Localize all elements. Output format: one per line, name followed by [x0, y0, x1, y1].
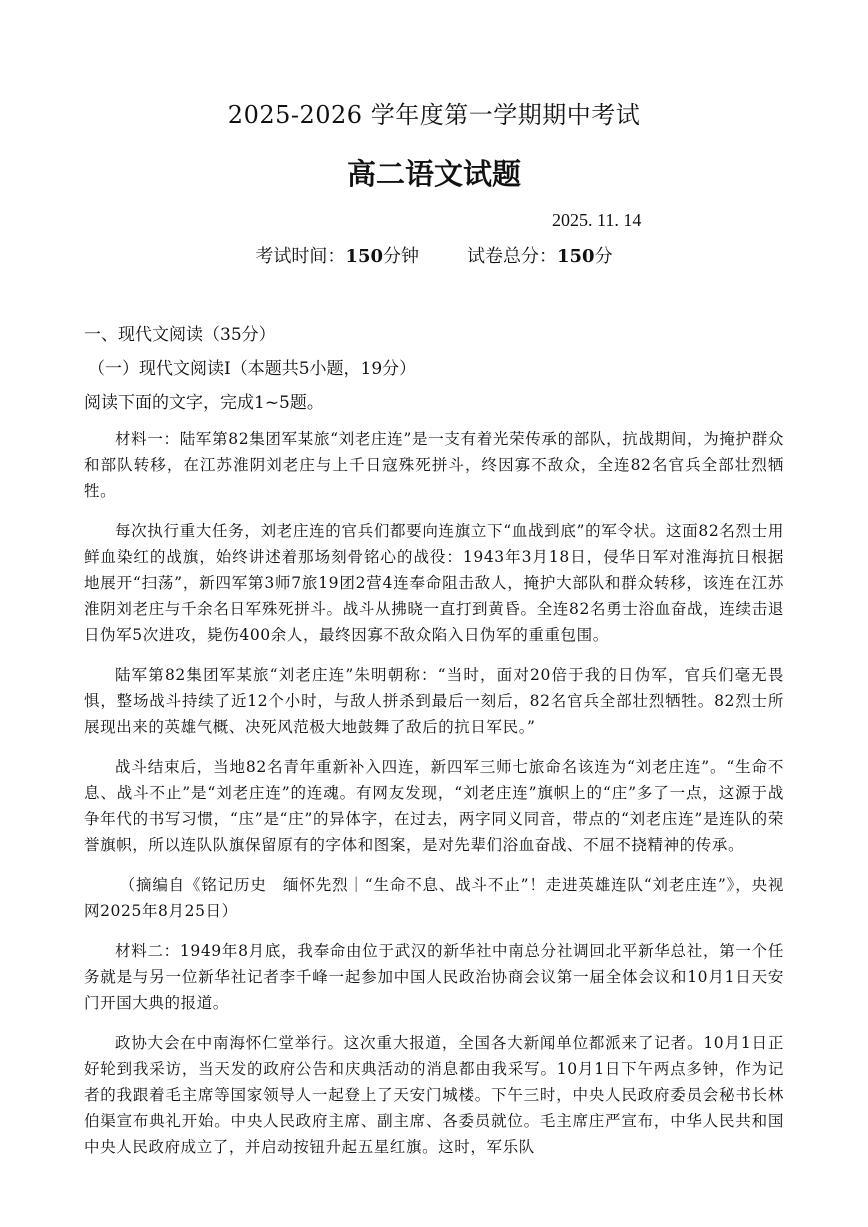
- passage-paragraph: 政协大会在中南海怀仁堂举行。这次重大报道，全国各大新闻单位都派来了记者。10月1日正好轮到我采访，当天发的政府公告和庆典活动的消息都由我采写。10月1日下午两点多钟，作为记者的我跟着毛主席等国家领导人一起登上了天安门城楼。下午三时，中央人民政府委员会秘书长林伯渠宣布典礼开始。中央人民政府主席、副主席、各委员就位。毛主席庄严宣布，中华人民共和国中央人民政府成立了，并启动按钮升起五星红旗。这时，军乐队: [84, 1034, 784, 1156]
- reading-instruction: 阅读下面的文字，完成1~5题。: [84, 393, 324, 413]
- passage-paragraph: 战斗结束后，当地82名青年重新补入四连，新四军三师七旅命名该连为“刘老庄连”。“生命不息、战斗不止”是“刘老庄连”的连魂。有网友发现，“刘老庄连”旗帜上的“庄”多了一点，这源于战争年代的书写习惯，“庒”是“庄”的异体字，在过去，两字同义同音，带点的“刘老庒连”是连队的荣誉旗帜，所以连队队旗保留原有的字体和图案，是对先辈们浴血奋战、不屈不挠精神的传承。: [84, 758, 784, 854]
- passage-paragraph: 每次执行重大任务，刘老庄连的官兵们都要向连旗立下“血战到底”的军令状。这面82名烈士用鲜血染红的战旗，始终讲述着那场刻骨铭心的战役：1943年3月18日，侵华日军对淮海抗日根据地展开“扫荡”，新四军第3师7旅19团2营4连奉命阻击敌人，掩护大部队和群众转移，该连在江苏淮阴刘老庄与千余名日军殊死拼斗。战斗从拂晓一直打到黄昏。全连82名勇士浴血奋战，连续击退日伪军5次进攻，毙伤400余人，最终因寡不敌众陷入日伪军的重重包围。: [84, 522, 784, 644]
- time-unit: 分钟: [383, 246, 419, 267]
- exam-date: 2025. 11. 14: [552, 210, 642, 230]
- material-one-intro: 材料一：陆军第82集团军某旅“刘老庄连”是一支有着光荣传承的部队，抗战期间，为掩护群众和部队转移，在江苏淮阴刘老庄与上千日寇殊死拼斗，终因寡不敌众，全连82名官兵全部壮烈牺牲。: [84, 430, 784, 500]
- score-label: 试卷总分：: [467, 246, 557, 267]
- passage-paragraph: 陆军第82集团军某旅“刘老庄连”朱明朝称：“当时，面对20倍于我的日伪军，官兵们毫无畏惧，整场战斗持续了近12个小时，与敌人拼杀到最后一刻后，82名官兵全部壮烈牺牲。82烈士所展现出来的英雄气概、决死风范极大地鼓舞了敌后的抗日军民。”: [84, 666, 784, 736]
- score-value: 150: [557, 246, 595, 267]
- time-value: 150: [345, 246, 383, 267]
- material-two-intro: 材料二：1949年8月底，我奉命由位于武汉的新华社中南总分社调回北平新华总社，第一个任务就是与另一位新华社记者李千峰一起参加中国人民政治协商会议第一届全体会议和10月1日天安门开国大典的报道。: [84, 942, 784, 1012]
- score-unit: 分: [594, 246, 613, 267]
- exam-info: [0, 243, 868, 271]
- subject-title: 高二语文试题: [346, 157, 521, 191]
- time-label: 考试时间：: [255, 246, 346, 267]
- source-citation: （摘编自《铭记历史 缅怀先烈｜“生命不息、战斗不止”！走进英雄连队“刘老庄连”》，央视网2025年8月25日）: [84, 876, 784, 920]
- sub-section-heading: （一）现代文阅读Ⅰ（本题共5小题，19分）: [88, 359, 417, 379]
- exam-title: 2025-2026 学年度第一学期期中考试: [227, 101, 641, 129]
- section-heading: 一、现代文阅读（35分）: [84, 325, 276, 345]
- reading-passage: [84, 426, 784, 1174]
